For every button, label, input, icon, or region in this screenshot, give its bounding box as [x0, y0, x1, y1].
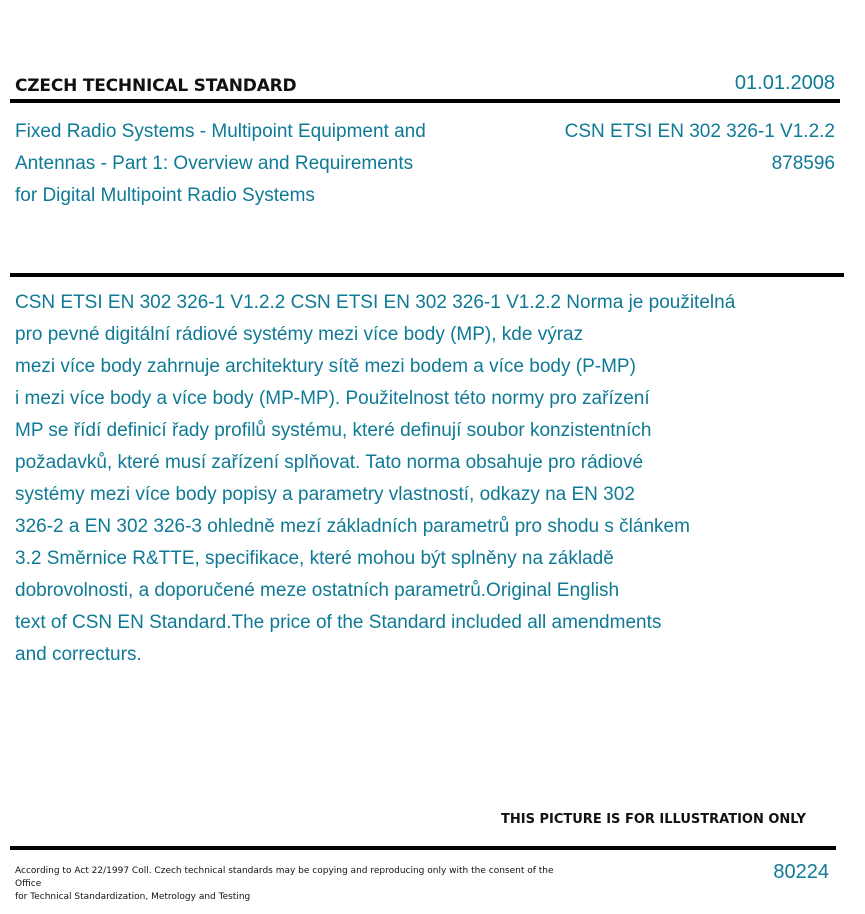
standard-description: [15, 287, 855, 671]
standard-code: CSN ETSI EN 302 326-1 V1.2.2: [564, 121, 835, 142]
description-line: 3.2 Směrnice R&TTE, specifikace, které mohou být splněny na základě: [15, 548, 614, 569]
description-line: 326-2 a EN 302 326-3 ohledně mezí základních parametrů pro shodu s článkem: [15, 516, 690, 537]
header-divider: [10, 99, 840, 103]
standard-code-block: [565, 116, 835, 180]
publication-date: 01.01.2008: [734, 72, 835, 94]
copyright-notice: [15, 865, 575, 904]
copyright-line: According to Act 22/1997 Coll. Czech technical standards may be copying and reproducing only with the consent of the Office: [15, 866, 554, 889]
footer-divider: [10, 846, 836, 850]
standard-title: [15, 116, 515, 212]
standard-type-label: CZECH TECHNICAL STANDARD: [15, 76, 297, 96]
copyright-line: for Technical Standardization, Metrology and Testing: [15, 892, 251, 902]
description-line: text of CSN EN Standard.The price of the Standard included all amendments: [15, 612, 662, 633]
description-line: dobrovolnosti, a doporučené meze ostatních parametrů.Original English: [15, 580, 620, 601]
description-line: požadavků, které musí zařízení splňovat. Tato norma obsahuje pro rádiové: [15, 452, 644, 473]
title-line: Antennas - Part 1: Overview and Requirements: [15, 153, 414, 174]
title-line: Fixed Radio Systems - Multipoint Equipment and: [15, 121, 426, 142]
title-divider: [10, 273, 844, 277]
description-line: mezi více body zahrnuje architektury sítě mezi bodem a více body (P-MP): [15, 356, 636, 377]
document-number: 80224: [773, 861, 829, 883]
description-line: systémy mezi více body popisy a parametry vlastností, odkazy na EN 302: [15, 484, 635, 505]
description-line: i mezi více body a více body (MP-MP). Použitelnost této normy pro zařízení: [15, 388, 650, 409]
illustration-disclaimer: THIS PICTURE IS FOR ILLUSTRATION ONLY: [501, 812, 806, 827]
description-line: and correcturs.: [15, 644, 142, 665]
description-line: pro pevné digitální rádiové systémy mezi více body (MP), kde výraz: [15, 324, 584, 345]
description-line: CSN ETSI EN 302 326-1 V1.2.2 CSN ETSI EN 302 326-1 V1.2.2 Norma je použitelná: [15, 292, 736, 313]
title-line: for Digital Multipoint Radio Systems: [15, 185, 315, 206]
description-line: MP se řídí definicí řady profilů systému, které definují soubor konzistentních: [15, 420, 652, 441]
catalog-number: 878596: [771, 153, 835, 174]
